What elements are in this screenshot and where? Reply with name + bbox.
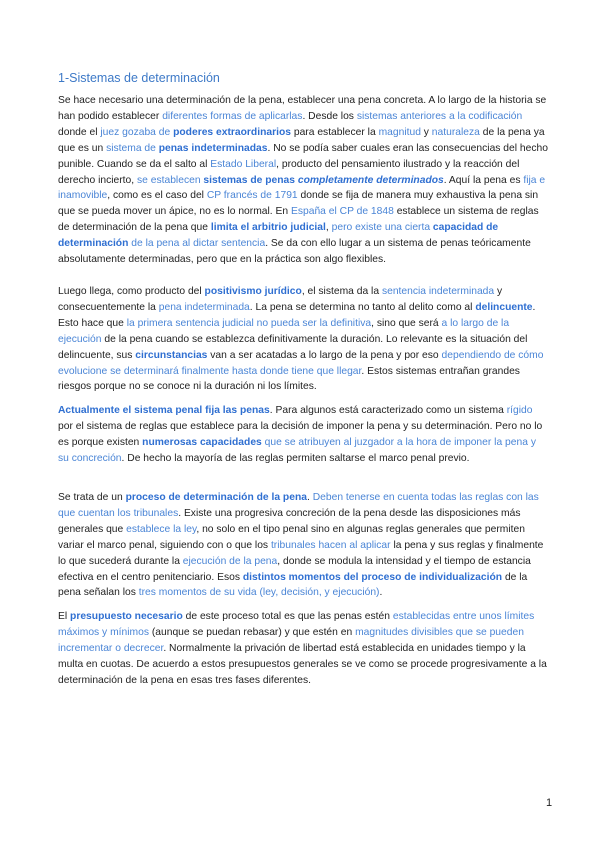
text-run: . La pena se determina no tanto al delito como al — [249, 301, 476, 313]
text-run: de la pena señalan los — [58, 571, 528, 599]
text-run: pero existe una cierta — [331, 222, 433, 234]
text-run: . Existe una progresiva concreción de la pena desde las disposiciones más generales que — [58, 507, 521, 535]
text-run: limita el arbitrio judicial — [210, 222, 326, 234]
text-run: numerosas capacidades — [142, 436, 262, 448]
paragraph-4 — [58, 490, 548, 601]
text-run: pena indeterminada — [158, 301, 250, 313]
text-run: circunstancias — [135, 349, 208, 361]
text-run: penas indeterminadas — [158, 142, 268, 154]
text-run: establecidas entre unos límites máximos y mínimos — [58, 611, 535, 638]
text-run: . — [306, 492, 313, 503]
text-run: completamente determinados — [297, 174, 444, 186]
text-run: la primera sentencia judicial no pueda ser la definitiva — [126, 317, 372, 329]
text-run: rígido — [506, 405, 533, 416]
paragraph-2 — [58, 284, 548, 395]
text-run: donde se fija de manera muy exhaustiva la pena sin que se pueda mover un ápice, no es lo normal. En — [58, 190, 539, 218]
text-run: sentencia indeterminada — [381, 286, 495, 297]
text-run: Deben tenerse en cuenta todas las reglas con las que cuentan los tribunales — [58, 492, 539, 519]
text-run: tres momentos de su vida (ley, decisión, y ejecución) — [138, 587, 380, 599]
text-run: Estado Liberal — [210, 158, 277, 170]
page-number: 1 — [546, 797, 553, 809]
text-run: de este proceso total es que las penas estén — [182, 611, 393, 622]
text-run: y — [420, 126, 432, 138]
text-run: de la pena ya que es un — [58, 126, 545, 154]
text-run: capacidad de determinación — [58, 222, 499, 250]
text-run: Se hace necesario una determinación de la pena, establecer una pena concreta. A lo largo de la historia se han podido establecer — [58, 95, 547, 122]
text-run: ejecución de la pena — [182, 555, 278, 567]
text-run: y consecuentemente la — [58, 286, 503, 313]
text-run: naturaleza — [431, 126, 480, 138]
text-run: (aunque se puedan rebasar) y que estén en — [148, 626, 356, 638]
text-run: magnitud — [378, 126, 421, 138]
text-run: a lo largo de la ejecución — [58, 317, 510, 345]
text-run: donde el — [58, 126, 101, 138]
text-run: se establecen — [137, 174, 204, 186]
text-run: . Desde los — [302, 110, 357, 122]
text-run: sistema de — [106, 142, 159, 154]
text-run: , donde se modula la intensidad y el tiempo de estancia efectiva en el centro penitenciario. Esos — [58, 555, 531, 583]
text-run: delincuente — [475, 301, 533, 313]
text-run: van a ser acatadas a lo largo de la pena y por eso — [207, 349, 442, 361]
text-run: Se trata de un — [58, 492, 126, 503]
text-run: que se atribuyen al juzgador a la hora de imponer la pena y su concreción — [58, 436, 536, 464]
text-run: . De hecho la mayoría de las reglas permiten saltarse el marco penal previo. — [121, 452, 470, 464]
text-run: , como es el caso del — [107, 190, 207, 202]
text-run: Luego llega, como producto del — [58, 286, 205, 297]
text-run: . Para algunos está caracterizado como un sistema — [269, 405, 507, 416]
text-run: establece un sistema de reglas de determinación de la pena que — [58, 206, 539, 234]
text-run: El — [58, 611, 71, 622]
text-run: para establecer la — [290, 126, 379, 138]
text-run: . Estos sistemas entrañan grandes riesgos porque no se conoce ni la duración ni los límites. — [58, 365, 520, 393]
text-run: positivismo jurídico — [204, 286, 302, 297]
text-run: CP francés de 1791 — [206, 190, 298, 202]
paragraph-1 — [58, 93, 548, 268]
section-heading: 1-Sistemas de determinación — [58, 71, 220, 85]
text-run: distintos momentos del proceso de individualización — [242, 571, 503, 583]
text-run: juez gozaba de — [100, 126, 174, 138]
text-run: . Se da con ello lugar a un sistema de penas teóricamente absolutamente determinadas, pero que en la práctica son algo flexibles. — [58, 238, 531, 266]
text-run: España el CP de 1848 — [290, 206, 394, 218]
text-run: por el sistema de reglas que establece para la decisión de imponer la pena y su determinación. Pero no lo es porque existen — [58, 420, 543, 448]
text-run: tribunales hacen al aplicar — [270, 539, 391, 551]
text-run: , no solo en el tipo penal sino en algunas reglas generales que permiten variar el marco penal, siguiendo con o que los — [58, 523, 525, 551]
paragraph-5 — [58, 609, 548, 689]
text-run: , producto del pensamiento ilustrado y la reacción del derecho incierto, — [58, 158, 520, 186]
text-run: . Normalmente la privación de libertad está establecida en unidades tiempo y la multa en cuotas. De acuerdo a estos presupuestos generales se ve como se procede progresivamente a la determinación de la pena en esas tres fases diferentes. — [58, 642, 547, 686]
text-run: establece la ley — [126, 523, 197, 535]
text-run: de la pena al dictar sentencia — [128, 238, 266, 250]
text-run: , el sistema da la — [301, 286, 382, 297]
text-run: . — [379, 587, 383, 599]
text-run: , — [325, 222, 332, 234]
text-run: presupuesto necesario — [70, 611, 183, 622]
text-run: magnitudes divisibles que se pueden incrementar o decrecer — [58, 626, 524, 654]
text-run: poderes extraordinarios — [173, 126, 291, 138]
text-run: , sino que será — [371, 317, 442, 329]
text-run: . Esto hace que — [58, 301, 536, 329]
text-run: . No se podía saber cuales eran las consecuencias del hecho punible. Cuando se da el salto al — [58, 142, 548, 170]
text-run: proceso de determinación de la pena — [125, 492, 307, 503]
text-run: Actualmente el sistema penal fija las penas — [58, 405, 270, 416]
text-run: . Aquí la pena es — [443, 174, 524, 186]
text-run: de la pena cuando se establezca definitivamente la duración. Lo relevante es la situación del delincuente, sus — [58, 333, 528, 361]
text-run: sistemas de penas — [203, 174, 298, 186]
text-run: sistemas anteriores a la codificación — [356, 110, 523, 122]
text-run: dependiendo de cómo evolucione se determinará finalmente hasta donde tiene que llegar — [58, 349, 544, 377]
text-run: la pena y sus reglas y finalmente lo que sucederá durante la — [58, 539, 544, 567]
text-run: fija e inamovible — [58, 174, 546, 202]
paragraph-3 — [58, 403, 548, 467]
text-run: diferentes formas de aplicarlas — [162, 110, 303, 122]
